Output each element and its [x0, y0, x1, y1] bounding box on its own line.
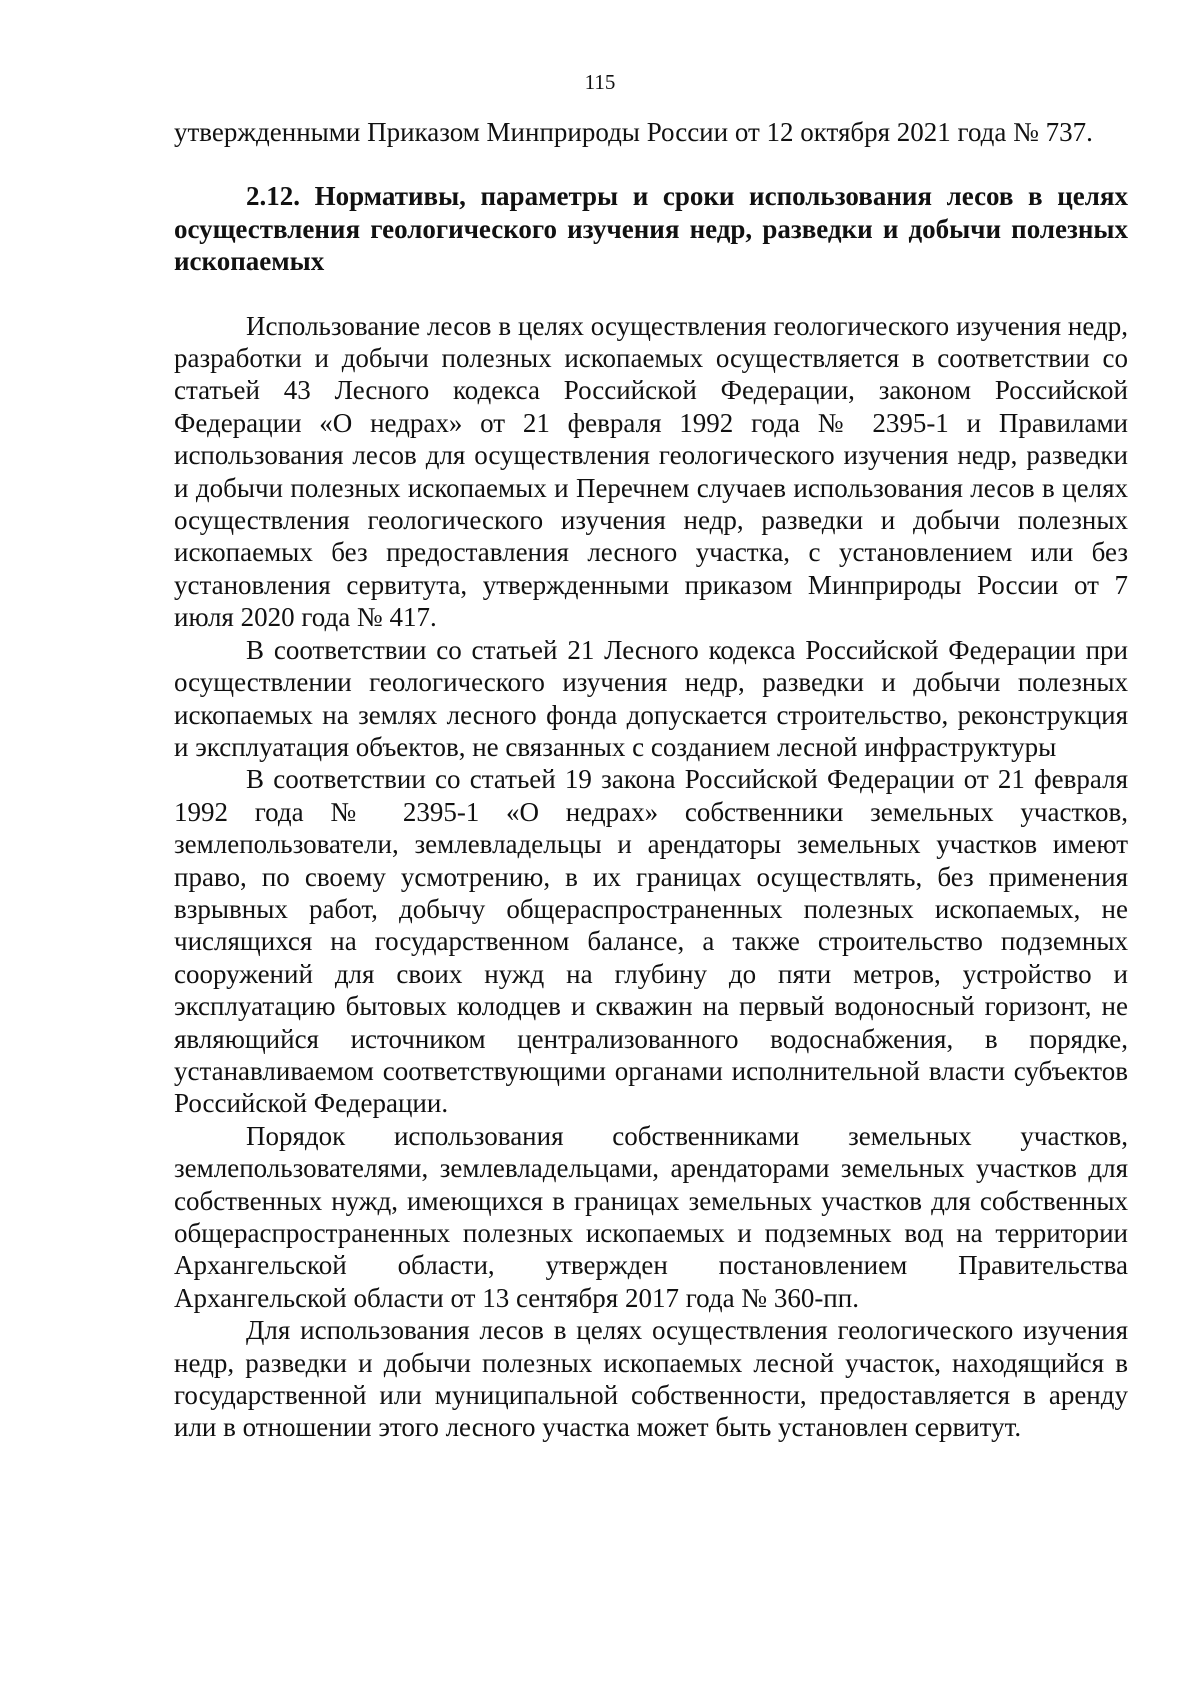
paragraph: В соответствии со статьей 21 Лесного кодекса Российской Федерации при осуществлении геологического изучения недр, разведки и добычи полезных ископаемых на землях лесного фонда допускается строительство, реконструкция и эксплуатация объектов, не связанных с созданием лесной инфраструктуры	[174, 634, 1128, 762]
paragraph: В соответствии со статьей 19 закона Российской Федерации от 21 февраля 1992 года № 2395-1 «О недрах» собственники земельных участков, землепользователи, землевладельцы и арендаторы земельных участков имеют право, по своему усмотрению, в их границах осуществлять, без применения взрывных работ, добычу общераспространенных полезных ископаемых, не числящихся на государственном балансе, а также строительство подземных сооружений для своих нужд на глубину до пяти метров, устройство и эксплуатацию бытовых колодцев и скважин на первый водоносный горизонт, не являющийся источником централизованного водоснабжения, в порядке, устанавливаемом соответствующими органами исполнительной власти субъектов Российской Федерации.	[174, 764, 1128, 1119]
document-body	[174, 116, 1128, 1444]
intro-continuation: утвержденными Приказом Минприроды России от 12 октября 2021 года № 737.	[174, 117, 1093, 147]
paragraph: Порядок использования собственниками земельных участков, землепользователями, землевладельцами, арендаторами земельных участков для собственных нужд, имеющихся в границах земельных участков для собственных общераспространенных полезных ископаемых и подземных вод на территории Архангельской области, утвержден постановлением Правительства Архангельской области от 13 сентября 2017 года № 360-пп.	[174, 1120, 1128, 1313]
page-number: 115	[584, 70, 616, 94]
paragraph: Для использования лесов в целях осуществления геологического изучения недр, разведки и добычи полезных ископаемых лесной участок, находящийся в государственной или муниципальной собственности, предоставляется в аренду или в отношении этого лесного участка может быть установлен сервитут.	[174, 1315, 1128, 1443]
section-heading: 2.12. Нормативы, параметры и сроки использования лесов в целях осуществления геологического изучения недр, разведки и добычи полезных ископаемых	[174, 181, 1128, 277]
paragraph: Использование лесов в целях осуществления геологического изучения недр, разработки и добычи полезных ископаемых осуществляется в соответствии со статьей 43 Лесного кодекса Российской Федерации, законом Российской Федерации «О недрах» от 21 февраля 1992 года № 2395-1 и Правилами использования лесов для осуществления геологического изучения недр, разведки и добычи полезных ископаемых и Перечнем случаев использования лесов в целях осуществления геологического изучения недр, разведки и добычи полезных ископаемых без предоставления лесного участка, с установлением или без установления сервитута, утвержденными приказом Минприроды России от 7 июля 2020 года № 417.	[174, 310, 1128, 633]
